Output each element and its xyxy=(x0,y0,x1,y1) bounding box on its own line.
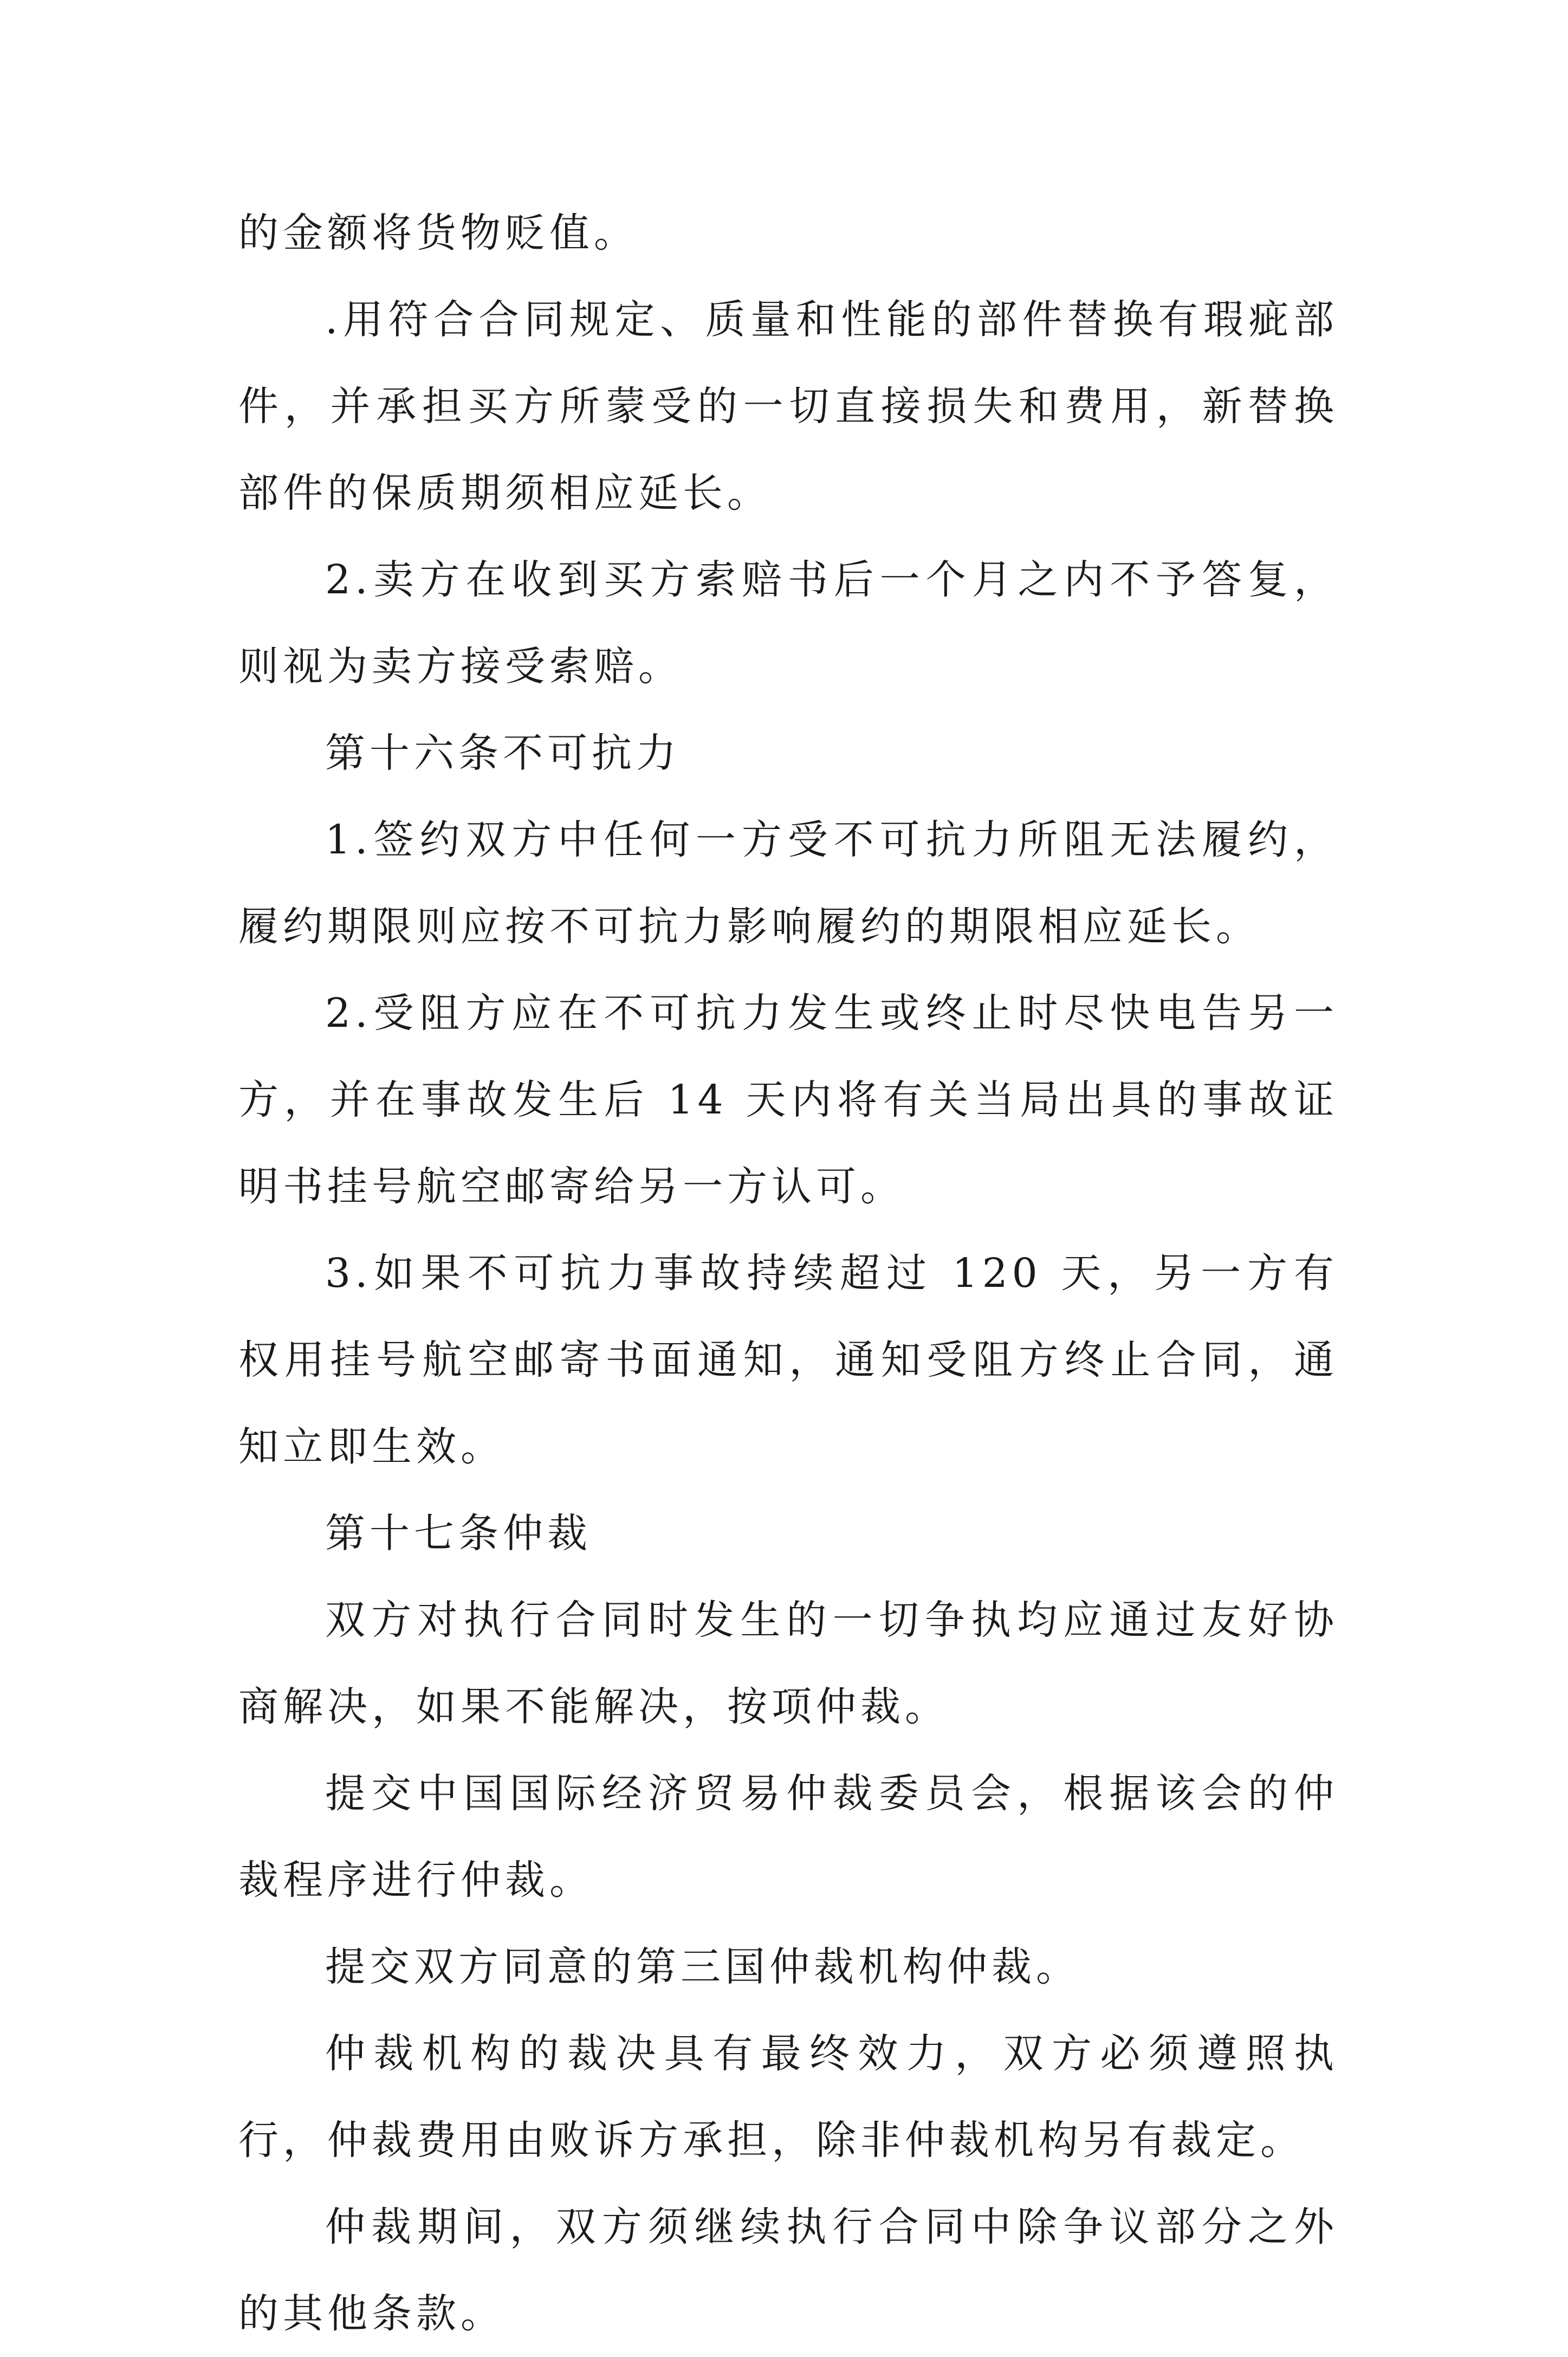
paragraph-replace-parts: .用符合合同规定、质量和性能的部件替换有瑕疵部件，并承担买方所蒙受的一切直接损失和费用，新替换部件的保质期须相应延长。 xyxy=(238,296,1338,516)
article-16-heading: 第十六条不可抗力 xyxy=(325,730,681,776)
paragraph-claim-reply: 2.卖方在收到买方索赔书后一个月之内不予答复，则视为卖方接受索赔。 xyxy=(238,556,1338,690)
paragraph-force-majeure-3: 3.如果不可抗力事故持续超过 120 天，另一方有权用挂号航空邮寄书面通知，通知受阻方终止合同，通知立即生效。 xyxy=(238,1250,1338,1470)
article-17-heading: 第十七条仲裁 xyxy=(325,1510,592,1557)
paragraph-force-majeure-2: 2.受阻方应在不可抗力发生或终止时尽快电告另一方，并在事故发生后 14 天内将有关当局出具的事故证明书挂号航空邮寄给另一方认可。 xyxy=(238,990,1338,1210)
paragraph-force-majeure-1: 1.签约双方中任何一方受不可抗力所阻无法履约，履约期限则应按不可抗力影响履约的期限相应延长。 xyxy=(238,817,1338,950)
paragraph-arbitration-cietac: 提交中国国际经济贸易仲裁委员会，根据该会的仲裁程序进行仲裁。 xyxy=(238,1770,1338,1903)
document-body xyxy=(238,190,1338,2357)
paragraph-continuation: 的金额将货物贬值。 xyxy=(238,210,638,256)
paragraph-arbitration-intro: 双方对执行合同时发生的一切争执均应通过友好协商解决，如果不能解决，按项仲裁。 xyxy=(238,1597,1338,1730)
paragraph-arbitration-third-country: 提交双方同意的第三国仲裁机构仲裁。 xyxy=(325,1944,1080,1990)
paragraph-arbitration-continue: 仲裁期间，双方须继续执行合同中除争议部分之外的其他条款。 xyxy=(238,2204,1338,2337)
paragraph-arbitration-final: 仲裁机构的裁决具有最终效力，双方必须遵照执行，仲裁费用由败诉方承担，除非仲裁机构另有裁定。 xyxy=(238,2030,1338,2164)
